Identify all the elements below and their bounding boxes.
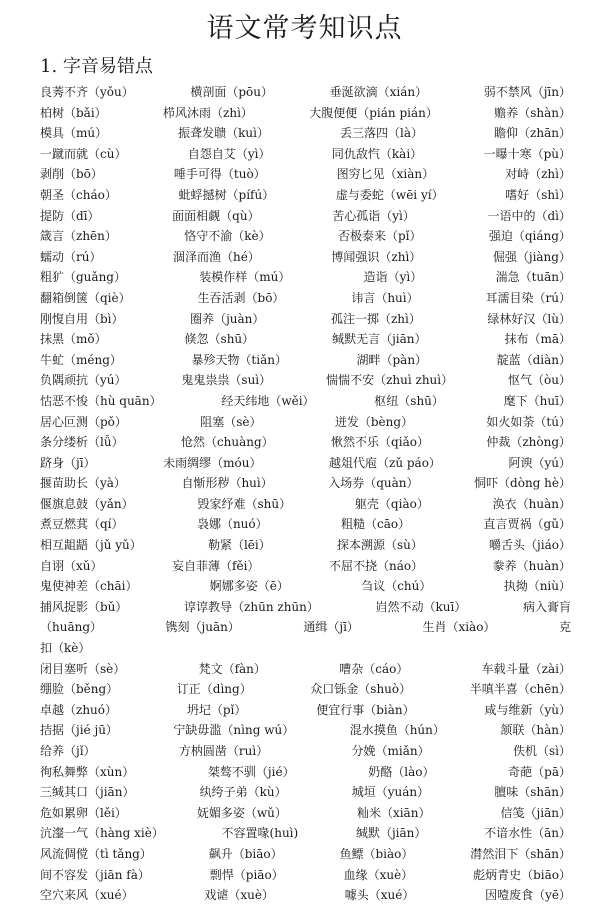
word-entry: 仲裁（zhòng）: [486, 435, 571, 450]
word-entry: 阿谀（yú）: [508, 455, 571, 470]
word-entry: 良莠不齐（yǒu）: [40, 85, 134, 99]
word-entry: 半嗔半喜（chēn）: [469, 682, 571, 697]
word-entry: 博闻强识（zhì）: [331, 249, 422, 264]
word-entry: 怙恶不悛（hù quān）: [40, 393, 162, 408]
word-row: [40, 247, 571, 268]
word-entry: 不容置喙(huì): [221, 826, 299, 841]
word-entry: 给养（jǐ）: [40, 744, 96, 758]
word-entry: 潸然泪下（shān）: [470, 846, 571, 861]
word-row: [40, 762, 571, 783]
word-entry: 装模作样（mú）: [199, 270, 291, 285]
word-entry: 危如累卵（lěi）: [40, 805, 127, 820]
word-entry: 不谙水性（ān）: [484, 826, 571, 841]
word-entry: 煮豆燃萁（qí）: [40, 517, 124, 532]
word-entry: 大腹便便（pián pián）: [309, 105, 438, 120]
word-row: [40, 617, 571, 638]
word-entry: 蚍蜉撼树（pífú）: [178, 187, 275, 202]
word-entry: 跻身（jī）: [40, 455, 96, 470]
word-entry: 蠕动（rú）: [40, 249, 102, 264]
word-entry: 麾下（huī）: [503, 393, 571, 408]
word-entry: 奶酪（lào）: [368, 764, 435, 779]
word-entry: 徇私舞弊（xùn）: [40, 764, 135, 779]
word-entry: 生肖（xiào）: [422, 620, 496, 635]
word-row: [40, 309, 571, 330]
word-entry: 彪炳青史（biāo）: [473, 867, 571, 882]
word-entry: 居心叵测（pǒ）: [40, 414, 127, 429]
word-entry: 便宜行事（biàn）: [316, 702, 415, 717]
word-entry: 一蹴而就（cù）: [40, 146, 127, 161]
word-entry: 绿林好汉（lù）: [487, 311, 571, 326]
word-entry: 生吞活剥（bō）: [197, 290, 285, 305]
word-entry: 卓越（zhuó）: [40, 702, 118, 717]
word-row: [40, 823, 571, 844]
word-entry: 振聋发聩（kuì）: [178, 126, 269, 141]
word-entry: 翻箱倒箧（qiè）: [40, 290, 131, 305]
word-entry: 躯壳（qiào）: [354, 496, 429, 511]
word-entry: 造诣（yì）: [363, 270, 423, 285]
word-row: [40, 185, 571, 206]
word-row: [40, 350, 571, 371]
word-entry: 拮据（jié jū）: [40, 723, 118, 738]
word-entry: 宁缺毋滥（nìng wú）: [173, 723, 295, 738]
word-row: [40, 432, 571, 453]
word-row: [40, 370, 571, 391]
word-entry: 一曝十寒（pù）: [483, 146, 571, 161]
word-entry: 袅娜（nuó）: [196, 517, 268, 532]
word-row: [40, 885, 571, 906]
word-entry: 负隅顽抗（yú）: [40, 373, 127, 388]
word-entry: 探本溯源（sù）: [336, 538, 423, 553]
word-entry: 圈养（juàn）: [190, 311, 265, 326]
word-row: [40, 144, 571, 165]
word-entry: 众口铄金（shuò）: [310, 682, 412, 697]
word-entry: 风流倜傥（tì tǎng）: [40, 846, 152, 861]
word-row: [40, 391, 571, 412]
word-entry: 弱不禁风（jīn）: [483, 85, 571, 99]
word-entry: 入场券（quàn）: [328, 476, 419, 491]
word-entry: 粗糙（cāo）: [341, 517, 411, 532]
word-entry: 怆然（chuàng）: [180, 435, 274, 450]
word-row: [40, 741, 571, 762]
word-entry: 讳言（huì）: [351, 290, 419, 305]
word-entry: 噱头（xué）: [344, 888, 415, 903]
word-entry: 鬼鬼祟祟（suì）: [181, 373, 272, 388]
word-entry: 飙升（biāo）: [208, 846, 283, 861]
word-row: [40, 494, 571, 515]
word-entry: 靛蓝（diàn）: [496, 352, 571, 367]
word-entry: 虚与委蛇（wēi yí）: [335, 187, 444, 202]
word-entry: 缄默（jiān）: [355, 826, 427, 841]
word-entry: 信笺（jiān）: [500, 805, 571, 820]
word-row: [40, 453, 571, 474]
word-entry: （huāng）: [40, 620, 103, 635]
word-entry: 自怨自艾（yì）: [187, 146, 271, 161]
word-entry: 三缄其口（jiān）: [40, 785, 135, 800]
word-entry: 揠苗助长（yà）: [40, 476, 126, 491]
word-row: [40, 679, 571, 700]
word-entry: 面面相觑（qù）: [172, 208, 260, 223]
word-entry: 自惭形秽（huì）: [181, 476, 273, 491]
word-row: [40, 226, 571, 247]
section-heading: 1. 字音易错点: [40, 56, 153, 77]
word-entry: 枢纽（shū）: [374, 393, 444, 408]
word-entry: 栉风沐雨（zhì）: [163, 105, 253, 120]
word-entry: 混水摸鱼（hún）: [349, 723, 445, 738]
word-entry: 赡养（shàn）: [494, 105, 571, 120]
word-row: [40, 865, 571, 886]
word-entry: 嘈杂（cáo）: [339, 661, 409, 676]
word-row: [40, 514, 571, 535]
word-row: [40, 576, 571, 597]
word-list: [40, 82, 571, 906]
word-entry: 闭目塞听（sè）: [40, 661, 126, 676]
word-entry: 血缘（xuè）: [343, 867, 414, 882]
word-entry: 方枘圆凿（ruì）: [178, 744, 269, 758]
word-entry: 岿然不动（kuī）: [375, 599, 467, 614]
word-row: [40, 288, 571, 309]
word-entry: 暴殄天物（tiǎn）: [191, 352, 287, 367]
word-entry: 妄自菲薄（fěi）: [172, 558, 260, 573]
word-entry: 否极泰来（pǐ）: [337, 229, 422, 244]
word-entry: 迸发（bèng）: [334, 414, 414, 429]
word-row: [40, 638, 571, 659]
word-entry: 耳濡目染（rú）: [485, 290, 571, 305]
word-entry: 戏谑（xuè）: [204, 888, 274, 903]
word-entry: 愀然不乐（qiǎo）: [331, 435, 429, 450]
word-entry: 涸泽而渔（hé）: [173, 249, 260, 264]
word-entry: 垂涎欲滴（xián）: [329, 85, 428, 99]
word-entry: 箴言（zhēn）: [40, 229, 117, 244]
word-entry: 嚼舌头（jiáo）: [489, 538, 571, 553]
word-entry: 同仇敌忾（kài）: [331, 146, 423, 161]
word-entry: 直言贾祸（gǔ）: [483, 517, 571, 532]
word-entry: 剽悍（piāo）: [209, 867, 284, 882]
word-entry: 梵文（fàn）: [198, 661, 266, 676]
word-entry: 图穷匕见（xiàn）: [336, 167, 435, 182]
word-row: [40, 782, 571, 803]
word-row: [40, 164, 571, 185]
word-entry: 一语中的（dì）: [487, 208, 571, 223]
word-row: [40, 412, 571, 433]
word-row: [40, 329, 571, 350]
word-row: [40, 700, 571, 721]
word-entry: 朝圣（cháo）: [40, 187, 117, 202]
word-entry: 瞻仰（zhān）: [494, 126, 571, 141]
word-entry: 偃旗息鼓（yǎn）: [40, 496, 134, 511]
word-row: [40, 206, 571, 227]
word-entry: 横剖面（pōu）: [190, 85, 273, 99]
word-entry: 强迫（qiáng）: [488, 229, 571, 244]
word-entry: 湖畔（pàn）: [356, 352, 428, 367]
word-entry: 鱼鳔（biào）: [339, 846, 414, 861]
word-entry: 执拗（niù）: [503, 579, 571, 594]
word-entry: 咸与维新（yù）: [484, 702, 571, 717]
word-entry: 粗犷（guǎng）: [40, 270, 126, 285]
word-entry: 桀骜不驯（jié）: [207, 764, 295, 779]
word-entry: 佚机（sì）: [512, 744, 571, 758]
page-title: 语文常考知识点: [206, 13, 403, 44]
word-entry: 绷脸（běng）: [40, 682, 119, 697]
word-entry: 毁家纾难（shū）: [197, 496, 292, 511]
word-entry: 分娩（miǎn）: [351, 744, 430, 758]
word-entry: 刍议（chú）: [361, 579, 432, 594]
word-entry: 惴惴不安（zhuì zhuì）: [326, 373, 454, 388]
word-entry: 妩媚多姿（wǔ）: [196, 805, 287, 820]
word-entry: 越俎代庖（zǔ páo）: [329, 455, 441, 470]
word-row: [40, 720, 571, 741]
word-entry: 怄气（òu）: [508, 373, 571, 388]
word-entry: 籼米（xiān）: [356, 805, 431, 820]
word-entry: 倔强（jiàng）: [492, 249, 571, 264]
word-entry: 颔联（hàn）: [500, 723, 571, 738]
word-entry: 坍圮（pǐ）: [186, 702, 247, 717]
word-entry: 孤注一掷（zhì）: [330, 311, 421, 326]
word-entry: 捕风捉影（bǔ）: [40, 599, 128, 614]
word-row: [40, 597, 571, 618]
word-entry: 丢三落四（là）: [340, 126, 424, 141]
word-row: [40, 82, 571, 103]
word-entry: 未雨绸缪（móu）: [163, 455, 262, 470]
word-row: [40, 123, 571, 144]
word-entry: 订正（dìng）: [176, 682, 252, 697]
word-entry: 谆谆教导（zhūn zhūn）: [184, 599, 319, 614]
word-entry: 通缉（jī）: [303, 620, 359, 635]
word-entry: 阻塞（sè）: [200, 414, 262, 429]
word-entry: 经天纬地（wěi）: [221, 393, 315, 408]
word-entry: 因噎废食（yē）: [485, 888, 571, 903]
word-entry: 抹布（mā）: [504, 332, 571, 347]
word-row: [40, 535, 571, 556]
word-entry: 模具（mú）: [40, 126, 108, 141]
word-entry: 膻味（shān）: [494, 785, 571, 800]
word-row: [40, 844, 571, 865]
word-entry: 勒紧（lēi）: [207, 538, 271, 553]
word-row: [40, 556, 571, 577]
word-entry: 涣衣（huàn）: [492, 496, 571, 511]
word-entry: 克: [558, 620, 571, 635]
word-entry: 柏树（bǎi）: [40, 105, 107, 120]
word-entry: 恫吓（dòng hè）: [474, 476, 571, 491]
word-entry: 沆瀣一气（hàng xiè）: [40, 826, 164, 841]
word-entry: 苦心孤诣（yì）: [332, 208, 415, 223]
word-entry: 车载斗量（zài）: [481, 661, 571, 676]
word-row: [40, 659, 571, 680]
word-entry: 鬼使神差（chāi）: [40, 579, 138, 594]
word-entry: 倏忽（shū）: [184, 332, 255, 347]
word-entry: 空穴来风（xué）: [40, 888, 134, 903]
word-row: [40, 473, 571, 494]
word-row: [40, 103, 571, 124]
word-entry: 奇葩（pā）: [508, 764, 571, 779]
word-entry: 不屈不挠（náo）: [328, 558, 424, 573]
word-entry: 牛虻（méng）: [40, 352, 122, 367]
word-entry: 抹黑（mǒ）: [40, 332, 107, 347]
word-entry: 镌刻（juān）: [165, 620, 240, 635]
word-entry: 豢养（huàn）: [492, 558, 571, 573]
word-entry: 对峙（zhì）: [505, 167, 571, 182]
word-entry: 相互龃龉（jǔ yǔ）: [40, 538, 142, 553]
word-entry: 自诩（xǔ）: [40, 558, 103, 573]
word-entry: 纨绔子弟（kù）: [199, 785, 287, 800]
word-entry: 如火如荼（tú）: [486, 414, 571, 429]
word-entry: 扣（kè）: [40, 641, 91, 656]
word-entry: 恪守不渝（kè）: [184, 229, 271, 244]
word-entry: 刚愎自用（bì）: [40, 311, 124, 326]
word-entry: 缄默无言（jiān）: [332, 332, 427, 347]
word-entry: 病入膏肓: [522, 599, 571, 614]
word-entry: 嗜好（shì）: [505, 187, 571, 202]
word-row: [40, 803, 571, 824]
word-entry: 婀娜多姿（ē）: [209, 579, 289, 594]
word-entry: 城垣（yuán）: [351, 785, 430, 800]
word-entry: 条分缕析（lǚ）: [40, 435, 124, 450]
word-entry: 剥削（bō）: [40, 167, 103, 182]
word-entry: 唾手可得（tuò）: [173, 167, 266, 182]
word-entry: 湍急（tuān）: [495, 270, 571, 285]
word-entry: 提防（dī）: [40, 208, 100, 223]
word-entry: 间不容发（jiān fà）: [40, 867, 150, 882]
word-row: [40, 267, 571, 288]
